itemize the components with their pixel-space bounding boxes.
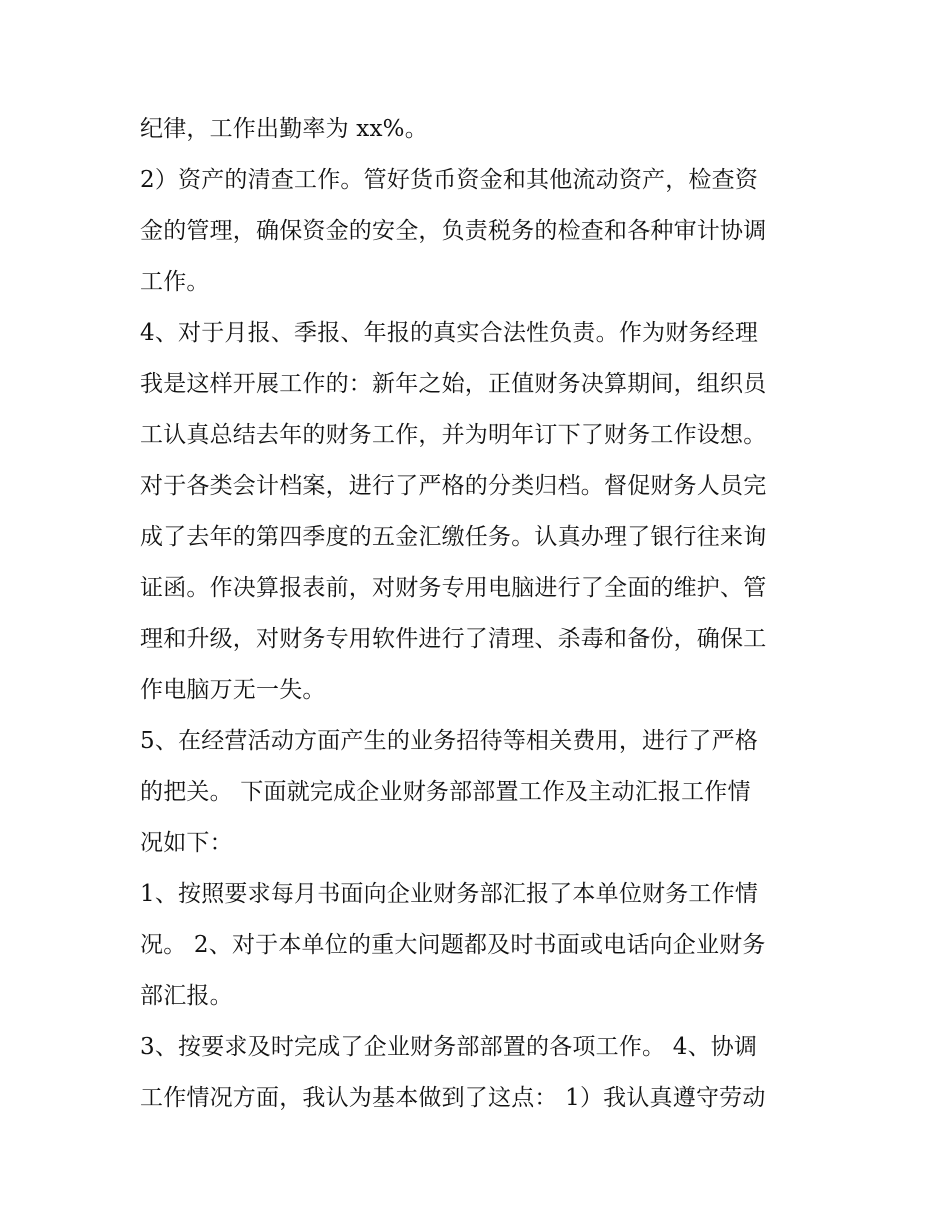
text-line: 况如下： bbox=[140, 830, 233, 856]
text-line: 纪律，工作出勤率为 xx%。 bbox=[140, 116, 428, 142]
text-line: 工作。 bbox=[140, 269, 210, 295]
text-line: 工认真总结去年的财务工作，并为明年订下了财务工作设想。 bbox=[140, 422, 767, 448]
text-line: 3、按要求及时完成了企业财务部部置的各项工作。 4、协调 bbox=[140, 1034, 758, 1060]
text-line: 的把关。 下面就完成企业财务部部置工作及主动汇报工作情 bbox=[140, 779, 751, 805]
text-line: 2）资产的清查工作。管好货币资金和其他流动资产，检查资 bbox=[140, 167, 759, 193]
text-line: 证函。作决算报表前，对财务专用电脑进行了全面的维护、管 bbox=[140, 575, 767, 601]
text-line: 4、对于月报、季报、年报的真实合法性负责。作为财务经理 bbox=[140, 320, 759, 346]
text-line: 金的管理，确保资金的安全，负责税务的检查和各种审计协调 bbox=[140, 218, 767, 244]
text-line: 1、按照要求每月书面向企业财务部汇报了本单位财务工作情 bbox=[140, 881, 759, 907]
text-line: 我是这样开展工作的：新年之始，正值财务决算期间，组织员 bbox=[140, 371, 767, 397]
text-line: 理和升级，对财务专用软件进行了清理、杀毒和备份，确保工 bbox=[140, 626, 767, 652]
text-line: 部汇报。 bbox=[140, 983, 233, 1009]
text-line: 工作情况方面，我认为基本做到了这点： 1）我认真遵守劳动 bbox=[140, 1085, 766, 1111]
text-line: 作电脑万无一失。 bbox=[140, 677, 326, 703]
text-line: 成了去年的第四季度的五金汇缴任务。认真办理了银行往来询 bbox=[140, 524, 767, 550]
text-line: 5、在经营活动方面产生的业务招待等相关费用，进行了严格 bbox=[140, 728, 759, 754]
text-line: 对于各类会计档案，进行了严格的分类归档。督促财务人员完 bbox=[140, 473, 767, 499]
text-line: 况。 2、对于本单位的重大问题都及时书面或电话向企业财务 bbox=[140, 932, 766, 958]
document-body bbox=[140, 104, 820, 1124]
